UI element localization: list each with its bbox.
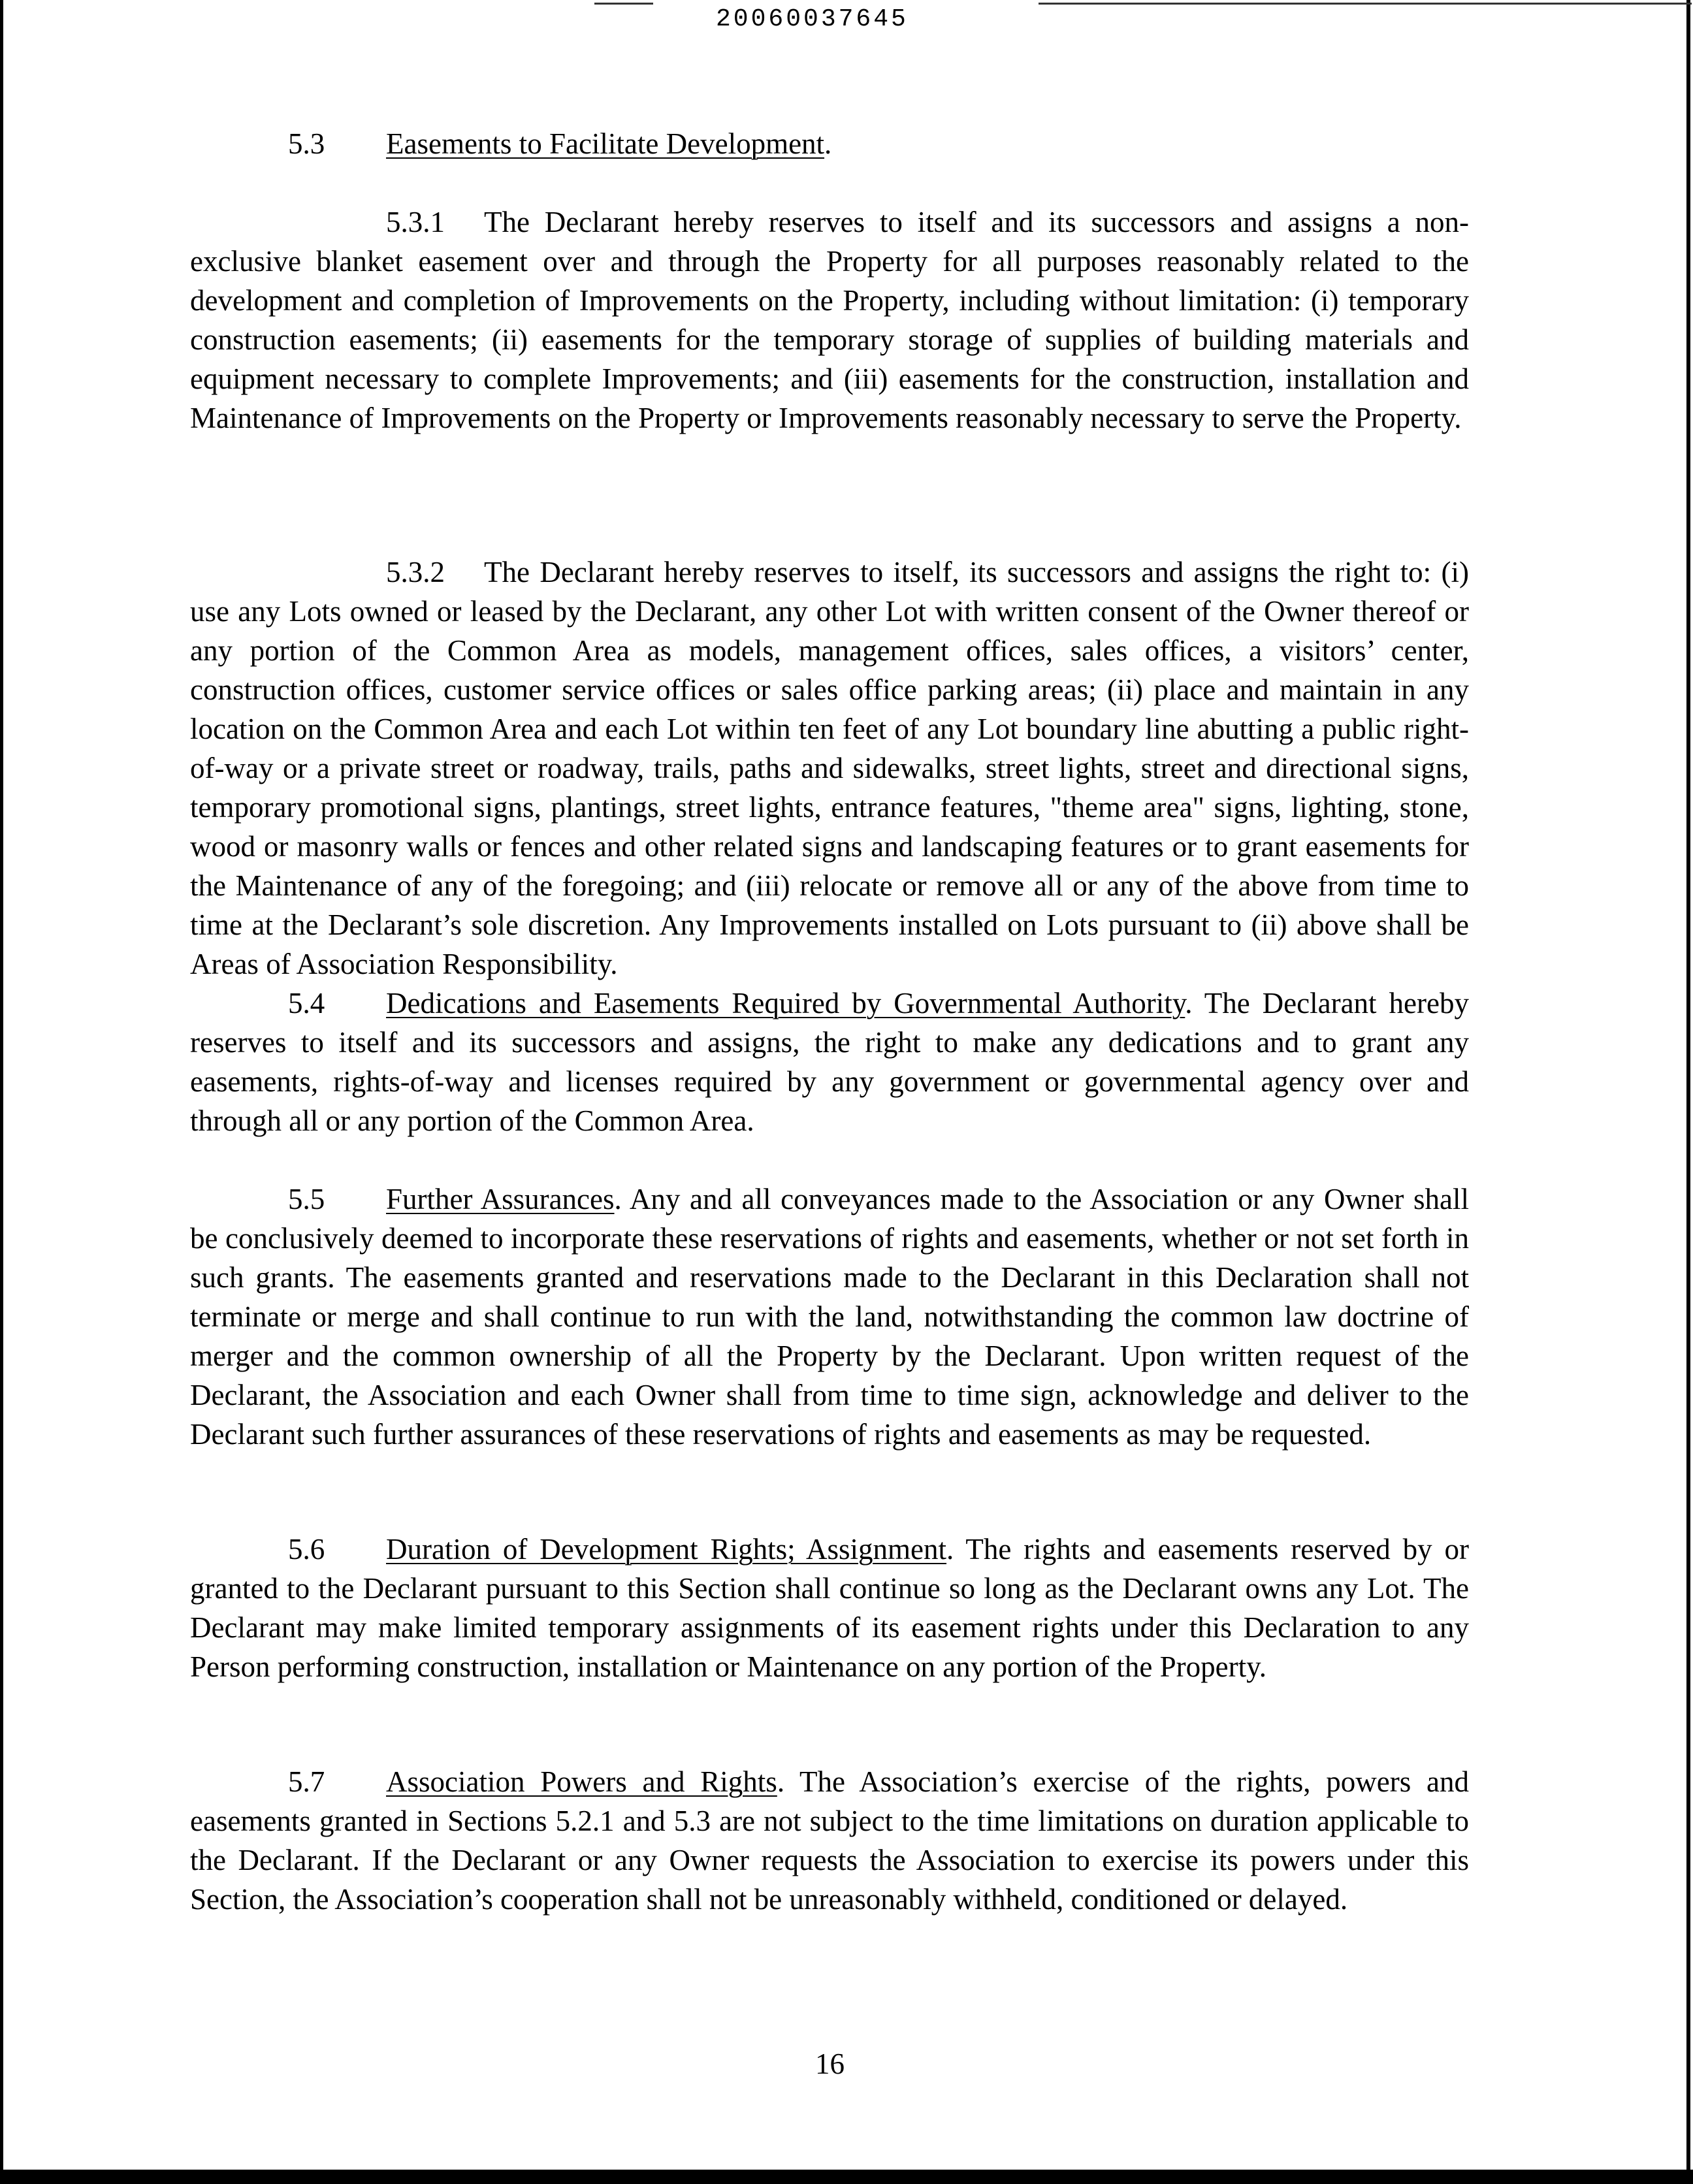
section-5-7-paragraph xyxy=(190,1762,1469,1919)
paragraph-text: The Declarant hereby reserves to itself, its successors and assigns the right to: (i) use any Lots owned or leased by the Declarant, any other Lot with written consent of the Owner thereof or any portion of the Common Area as models, management offices, sales offices, a visitors’ center, construction offices, customer service offices or sales office parking areas; (ii) place and maintain in any location on the Common Area and each Lot within ten feet of any Lot boundary line abutting a public right-of-way or a private street or roadway, trails, paths and sidewalks, street lights, street and directional signs, temporary promotional signs, plantings, street lights, entrance features, "theme area" signs, lighting, stone, wood or masonry walls or fences and other related signs and landscaping features or to grant easements for the Maintenance of any of the foregoing; and (iii) relocate or remove all or any of the above from time to time at the Declarant’s sole discretion. Any Improvements installed on Lots pursuant to (ii) above shall be Areas of Association Responsibility. xyxy=(190,556,1469,980)
section-5-5-paragraph xyxy=(190,1180,1469,1454)
section-number: 5.5 xyxy=(288,1183,325,1215)
section-number: 5.6 xyxy=(288,1533,325,1566)
section-5-3-1-paragraph xyxy=(190,202,1469,438)
section-title: Association Powers and Rights xyxy=(386,1765,777,1798)
subsection-number: 5.3.1 xyxy=(386,206,445,238)
section-title: Further Assurances xyxy=(386,1183,615,1215)
subsection-number: 5.3.2 xyxy=(386,556,445,588)
section-5-6-paragraph xyxy=(190,1530,1469,1686)
paragraph-text: . Any and all conveyances made to the Association or any Owner shall be conclusively deemed to incorporate these reservations of rights and easements, whether or not set forth in such grants. The easements granted and reservations made to the Declarant in this Declaration shall not terminate or merge and shall continue to run with the land, notwithstanding the common law doctrine of merger and the common ownership of all the Property by the Declarant. Upon written request of the Declarant, the Association and each Owner shall from time to time sign, acknowledge and deliver to the Declarant such further assurances of these reservations of rights and easements as may be requested. xyxy=(190,1183,1469,1451)
paragraph-text: . The rights and easements reserved by or granted to the Declarant pursuant to this Section shall continue so long as the Declarant owns any Lot. The Declarant may make limited temporary assignments of its easement rights under this Declaration to any Person performing construction, installation or Maintenance on any portion of the Property. xyxy=(190,1533,1469,1683)
paragraph-text: . The Declarant hereby reserves to itself and its successors and assigns, the right to make any dedications and to grant any easements, rights-of-way and licenses required by any government or governmental agency over and through all or any portion of the Common Area. xyxy=(190,987,1469,1137)
section-5-3-2-paragraph xyxy=(190,553,1469,984)
section-title: Duration of Development Rights; Assignment xyxy=(386,1533,947,1566)
page-number: 16 xyxy=(815,2048,845,2080)
section-number: 5.3 xyxy=(288,127,325,160)
section-title: Easements to Facilitate Development xyxy=(386,127,825,160)
section-5-3-heading xyxy=(288,124,831,163)
section-number: 5.7 xyxy=(288,1765,325,1798)
section-title: Dedications and Easements Required by Governmental Authority xyxy=(386,987,1185,1020)
section-title-period: . xyxy=(824,127,832,160)
document-number: 20060037645 xyxy=(716,5,909,33)
section-5-4-paragraph xyxy=(190,984,1469,1140)
header-rule-left xyxy=(594,3,653,5)
scan-edge-bottom xyxy=(0,2170,1693,2184)
section-number: 5.4 xyxy=(288,987,325,1020)
scan-edge-left xyxy=(0,0,3,2184)
paragraph-text: The Declarant hereby reserves to itself and its successors and assigns a non-exclusive blanket easement over and through the Property for all purposes reasonably related to the development and completion of Improvements on the Property, including without limitation: (i) temporary construction easements; (ii) easements for the temporary storage of supplies of building materials and equipment necessary to complete Improvements; and (iii) easements for the construction, installation and Maintenance of Improvements on the Property or Improvements reasonably necessary to serve the Property. xyxy=(190,206,1469,434)
header-rule-right xyxy=(1039,3,1692,5)
scan-edge-right xyxy=(1686,0,1690,2184)
paragraph-text: . The Association’s exercise of the rights, powers and easements granted in Sections 5.2.1 and 5.3 are not subject to the time limitations on duration applicable to the Declarant. If the Declarant or any Owner requests the Association to exercise its powers under this Section, the Association’s cooperation shall not be unreasonably withheld, conditioned or delayed. xyxy=(190,1765,1469,1916)
